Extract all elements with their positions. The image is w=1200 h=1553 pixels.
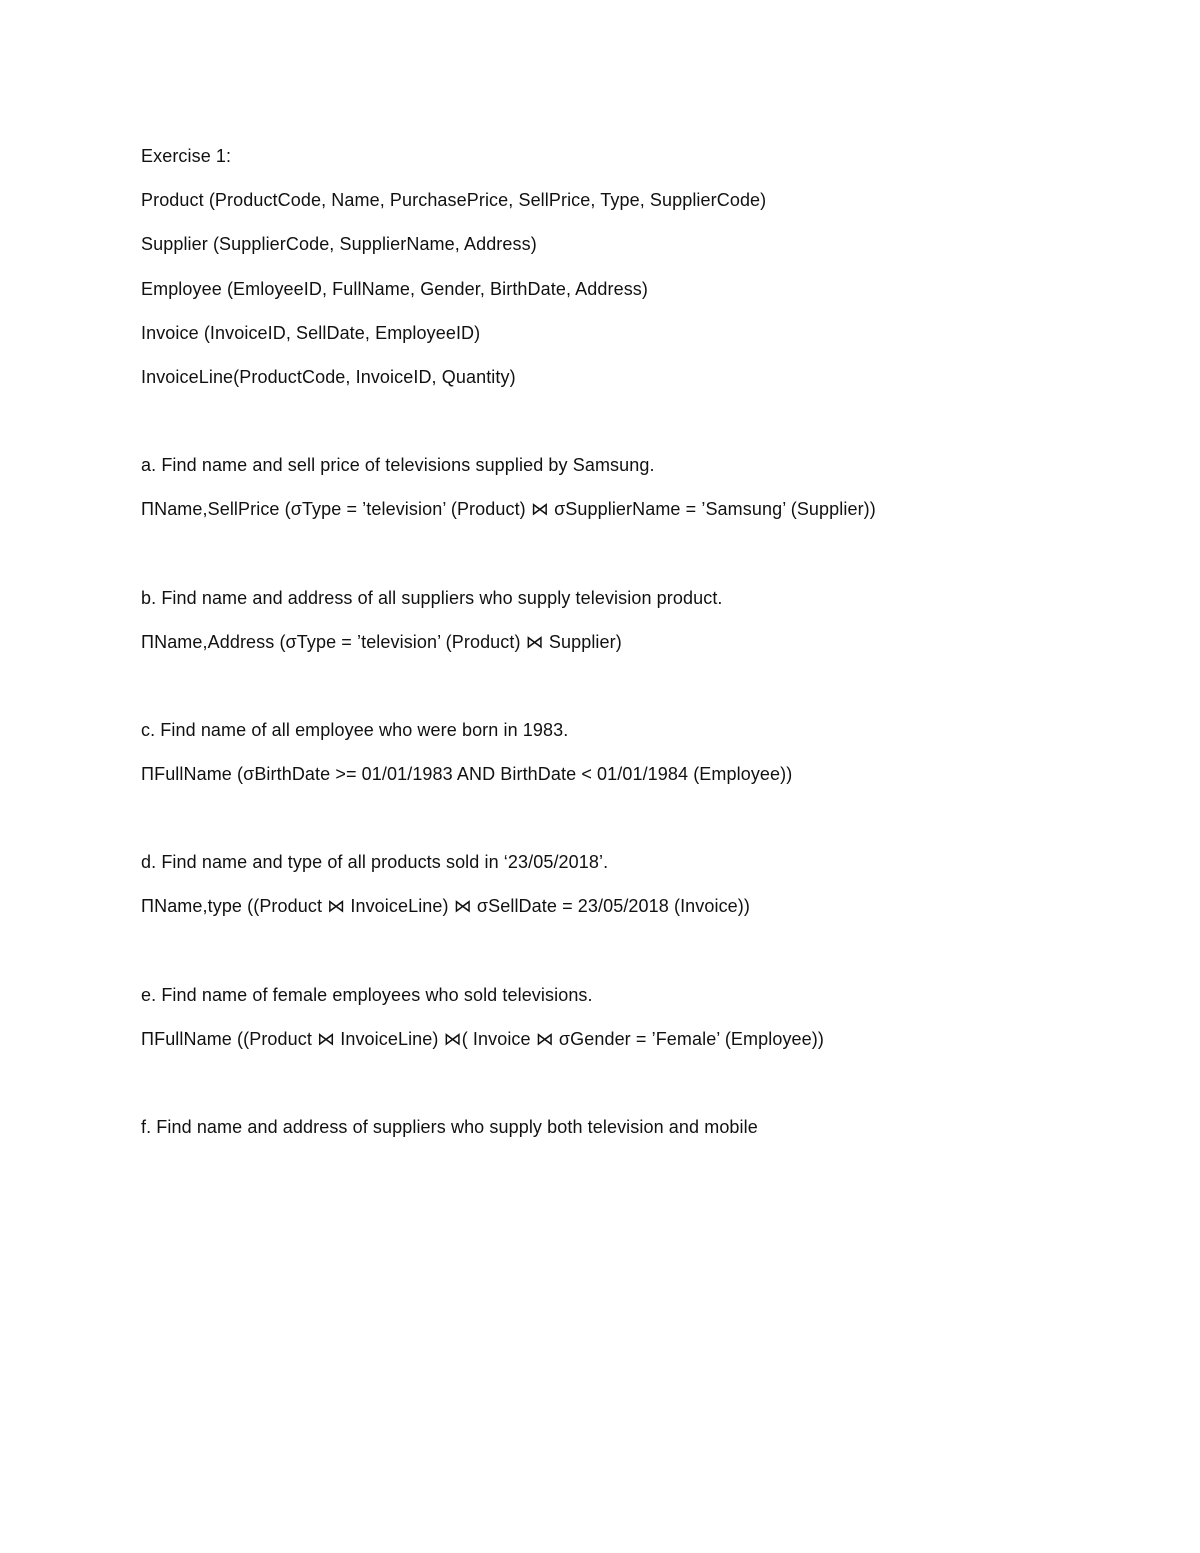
question-b-prompt: b. Find name and address of all suppliers who supply television product. (141, 588, 723, 608)
question-e-answer: ΠFullName ((Product ⋈ InvoiceLine) ⋈( Invoice ⋈ σGender = ’Female’ (Employee)) (141, 1029, 824, 1049)
schema-invoice: Invoice (InvoiceID, SellDate, EmployeeID) (141, 323, 481, 343)
question-d-answer: ΠName,type ((Product ⋈ InvoiceLine) ⋈ σSellDate = 23/05/2018 (Invoice)) (141, 896, 750, 916)
schema-invoiceline: InvoiceLine(ProductCode, InvoiceID, Quantity) (141, 367, 516, 387)
question-c-answer: ΠFullName (σBirthDate >= 01/01/1983 AND BirthDate < 01/01/1984 (Employee)) (141, 764, 793, 784)
question-e-prompt: e. Find name of female employees who sold televisions. (141, 985, 593, 1005)
question-c-prompt: c. Find name of all employee who were born in 1983. (141, 720, 569, 740)
exercise-heading: Exercise 1: (141, 146, 232, 166)
schema-supplier: Supplier (SupplierCode, SupplierName, Address) (141, 234, 537, 254)
question-d-prompt: d. Find name and type of all products sold in ‘23/05/2018’. (141, 852, 609, 872)
schema-employee: Employee (EmloyeeID, FullName, Gender, BirthDate, Address) (141, 279, 649, 299)
question-f-prompt: f. Find name and address of suppliers who supply both television and mobile (141, 1117, 758, 1137)
schema-product: Product (ProductCode, Name, PurchasePrice, SellPrice, Type, SupplierCode) (141, 190, 767, 210)
question-a-answer: ΠName,SellPrice (σType = ’television’ (Product) ⋈ σSupplierName = ’Samsung’ (Supplier)) (141, 499, 876, 519)
question-a-prompt: a. Find name and sell price of televisions supplied by Samsung. (141, 455, 655, 475)
question-b-answer: ΠName,Address (σType = ’television’ (Product) ⋈ Supplier) (141, 632, 622, 652)
